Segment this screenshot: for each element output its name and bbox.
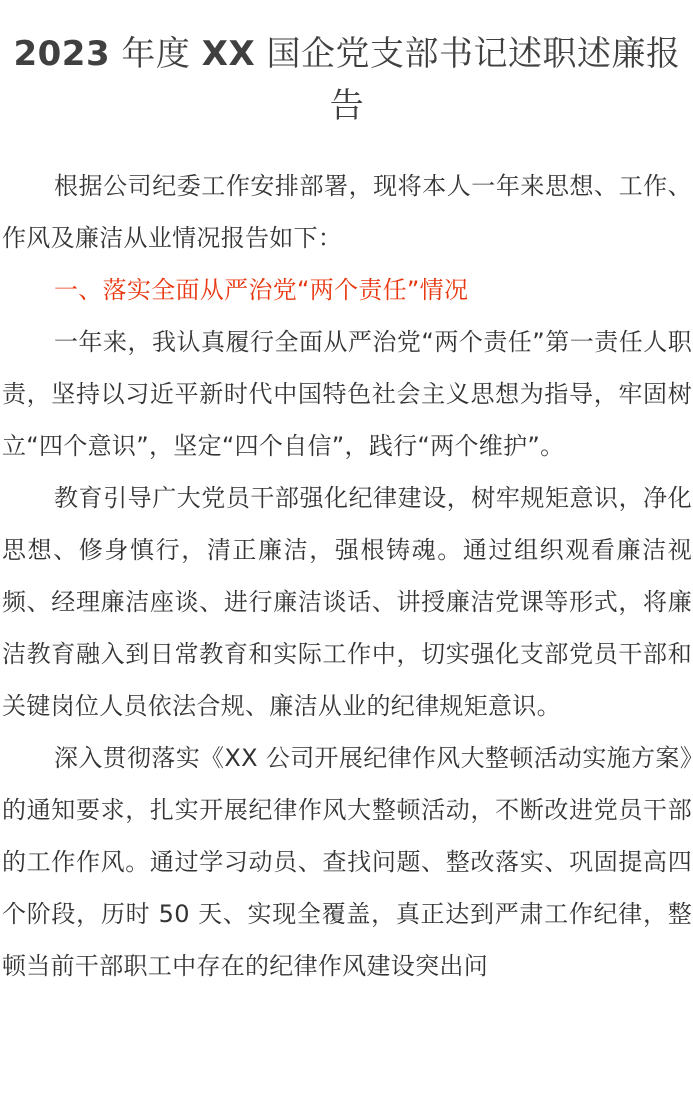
document-title bbox=[4, 28, 690, 132]
title-mid: 年度 bbox=[110, 34, 202, 74]
body-paragraph-2: 教育引导广大党员干部强化纪律建设，树牢规矩意识，净化思想、修身慎行，清正廉洁，强根铸魂。通过组织观看廉洁视频、经理廉洁座谈、进行廉洁谈话、讲授廉洁党课等形式，将廉洁教育融入到日常教育和实际工作中，切实强化支部党员干部和关键岗位人员依法合规、廉洁从业的纪律规矩意识。 bbox=[2, 484, 692, 720]
title-xx: XX bbox=[201, 34, 256, 74]
document-body bbox=[2, 160, 692, 992]
title-rest: 国企党支部书记述职述廉报告 bbox=[255, 34, 681, 126]
body-paragraph-1: 一年来，我认真履行全面从严治党“两个责任”第一责任人职责，坚持以习近平新时代中国特色社会主义思想为指导，牢固树立“四个意识”，坚定“四个自信”，践行“两个维护”。 bbox=[2, 328, 692, 460]
body-paragraph-3: 深入贯彻落实《XX 公司开展纪律作风大整顿活动实施方案》的通知要求，扎实开展纪律作风大整顿活动，不断改进党员干部的工作作风。通过学习动员、查找问题、整改落实、巩固提高四个阶段，历时 50 天、实现全覆盖，真正达到严肃工作纪律，整顿当前干部职工中存在的纪律作风建设突出问 bbox=[2, 744, 692, 980]
intro-paragraph: 根据公司纪委工作安排部署，现将本人一年来思想、工作、作风及廉洁从业情况报告如下： bbox=[2, 172, 692, 252]
section-heading-1: 一、落实全面从严治党“两个责任”情况 bbox=[54, 276, 469, 304]
title-year: 2023 bbox=[13, 34, 111, 74]
